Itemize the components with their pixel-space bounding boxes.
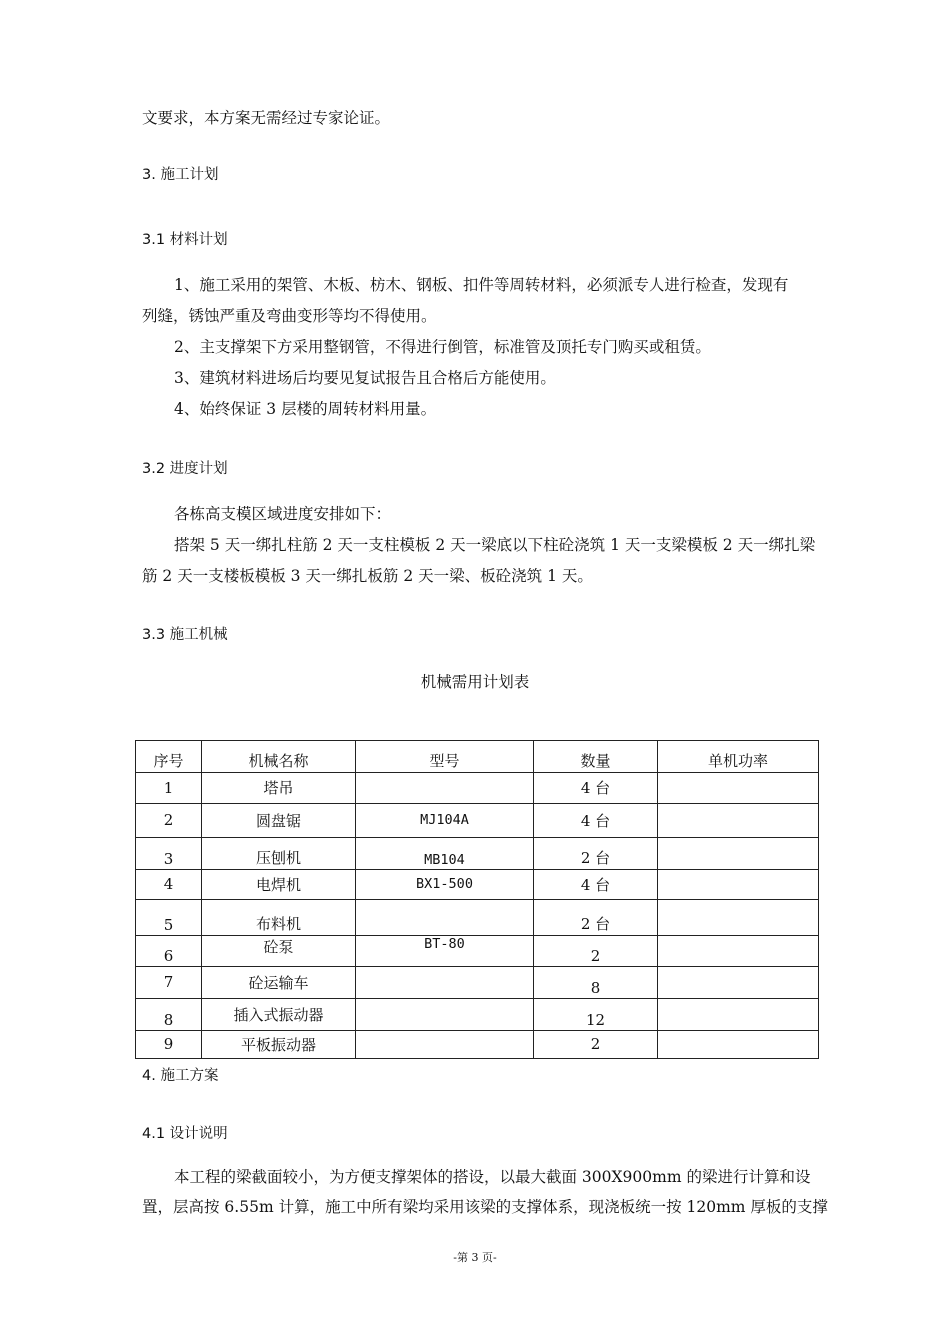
page-number: -第 3 页- xyxy=(453,1251,497,1264)
table-row: 6 砼泵 BT-80 2 xyxy=(136,936,819,967)
section-3-1-title: 3.1 材料计划 xyxy=(142,232,228,248)
material-item-1: 1、施工采用的架管、木板、枋木、钢板、扣件等周转材料，必须派专人进行检查，发现有 xyxy=(174,276,789,294)
table-row: 3 压刨机 MB104 2 台 xyxy=(136,838,819,870)
header-model: 型号 xyxy=(356,741,534,773)
header-name: 机械名称 xyxy=(202,741,356,773)
table-row: 8 插入式振动器 12 xyxy=(136,999,819,1031)
material-item-4: 4、始终保证 3 层楼的周转材料用量。 xyxy=(174,400,437,418)
material-item-2: 2、主支撑架下方采用整钢管，不得进行倒管，标准管及顶托专门购买或租赁。 xyxy=(174,338,711,356)
header-qty: 数量 xyxy=(534,741,658,773)
section-3-2-title: 3.2 进度计划 xyxy=(142,461,228,477)
table-row: 2 圆盘锯 MJ104A 4 台 xyxy=(136,804,819,838)
design-line-2: 置，层高按 6.55m 计算，施工中所有梁均采用该梁的支撑体系，现浇板统一按 120mm 厚板的支撑 xyxy=(142,1198,828,1216)
schedule-line-1: 搭架 5 天一绑扎柱筋 2 天一支柱模板 2 天一梁底以下柱砼浇筑 1 天一支梁模板 2 天一绑扎梁 xyxy=(174,536,816,554)
machine-table xyxy=(135,740,819,1059)
material-item-3: 3、建筑材料进场后均要见复试报告且合格后方能使用。 xyxy=(174,369,556,387)
table-header-row xyxy=(136,741,819,773)
table-row: 1 塔吊 4 台 xyxy=(136,773,819,804)
section-3-3-title: 3.3 施工机械 xyxy=(142,627,228,643)
section-4-1-title: 4.1 设计说明 xyxy=(142,1126,228,1142)
header-power: 单机功率 xyxy=(658,741,819,773)
schedule-line-2: 筋 2 天一支楼板模板 3 天一绑扎板筋 2 天一梁、板砼浇筑 1 天。 xyxy=(142,567,593,585)
section-4-title: 4. 施工方案 xyxy=(142,1068,219,1084)
design-line-1: 本工程的梁截面较小，为方便支撑架体的搭设，以最大截面 300X900mm 的梁进行计算和设 xyxy=(174,1168,811,1186)
intro-line: 文要求，本方案无需经过专家论证。 xyxy=(142,109,391,127)
table-row: 9 平板振动器 2 xyxy=(136,1031,819,1059)
schedule-intro: 各栋高支模区域进度安排如下： xyxy=(174,505,392,523)
table-caption: 机械需用计划表 xyxy=(420,673,530,691)
table-row: 4 电焊机 BX1-500 4 台 xyxy=(136,870,819,900)
material-item-1-cont: 列缝，锈蚀严重及弯曲变形等均不得使用。 xyxy=(142,307,437,325)
table-row: 7 砼运输车 8 xyxy=(136,967,819,999)
table-row: 5 布料机 2 台 xyxy=(136,900,819,936)
section-3-title: 3. 施工计划 xyxy=(142,167,219,183)
header-seq: 序号 xyxy=(136,741,202,773)
